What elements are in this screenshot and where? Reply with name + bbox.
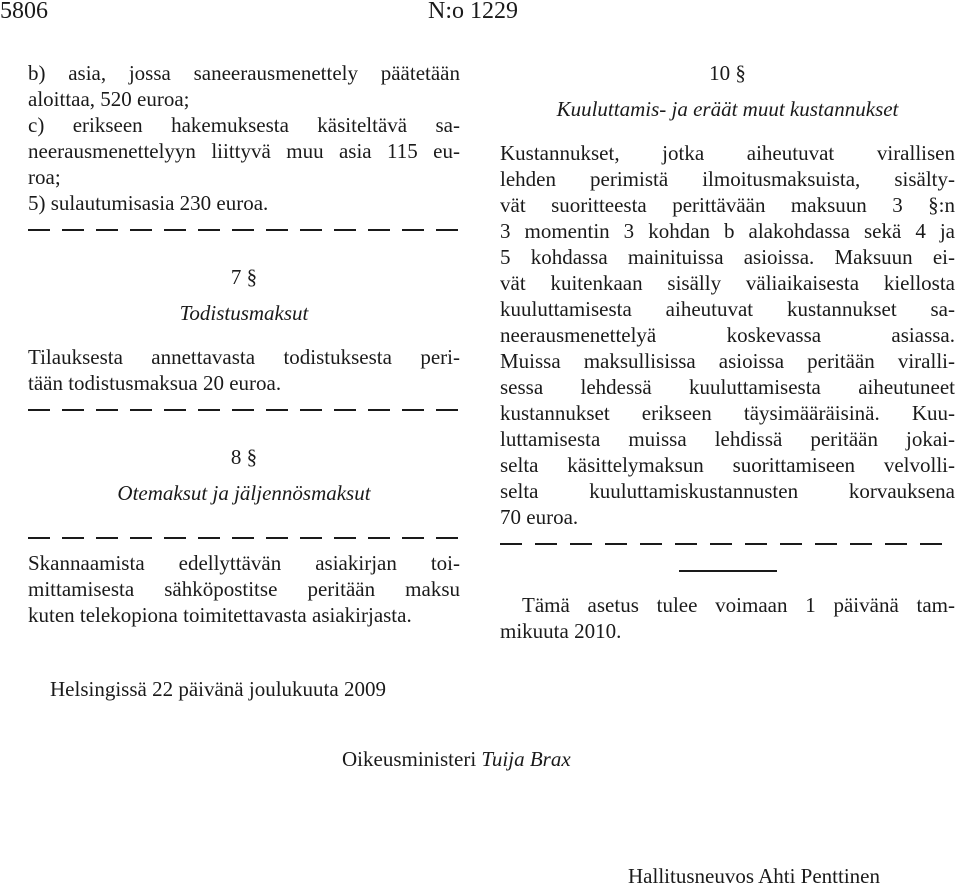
text-line: 3 momentin 3 kohdan b alakohdassa sekä 4 ja — [500, 219, 955, 243]
section-8-number: 8 § — [230, 445, 258, 469]
text-line: mittamisesta sähköpostitse peritään maksu — [28, 577, 460, 601]
left-column — [28, 60, 460, 628]
text-line: 5) sulautumisasia 230 euroa. — [28, 191, 269, 215]
section-7-title: Todistusmaksut — [179, 301, 309, 325]
text-line: mikuuta 2010. — [500, 618, 622, 643]
text-line: vät suoritteesta perittävään maksuun 3 §:n — [500, 193, 955, 217]
text-line: vät kuitenkaan sisälly väliaikaisesta kiellosta — [500, 271, 955, 295]
section-7-body — [28, 344, 460, 396]
omission-dashes — [28, 524, 460, 550]
section-7-number: 7 § — [230, 265, 258, 289]
text-line: sessa lehdessä kuuluttamisesta aiheutuneet — [500, 375, 955, 399]
text-line: b) asia, jossa saneerausmenettely päätetään — [28, 61, 460, 85]
text-line: Muissa maksullisissa asioissa peritään viralli- — [500, 349, 955, 373]
section-10-title: Kuuluttamis- ja eräät muut kustannukset — [556, 97, 899, 121]
closing-paragraph — [500, 592, 955, 644]
text-line: tään todistusmaksua 20 euroa. — [28, 371, 282, 395]
section-divider-rule — [679, 570, 777, 572]
right-column — [500, 60, 955, 644]
section-8-title: Otemaksut ja jäljennösmaksut — [117, 481, 371, 505]
text-line: Skannaamista edellyttävän asiakirjan toi- — [28, 551, 460, 575]
omission-dashes — [28, 396, 460, 422]
text-line: c) erikseen hakemuksesta käsiteltävä sa- — [28, 113, 460, 137]
text-line: kuuluttamisesta aiheutuvat kustannukset sa- — [500, 297, 955, 321]
text-line: Tilauksesta annettavasta todistuksesta peri- — [28, 345, 460, 369]
text-line: Kustannukset, jotka aiheutuvat virallisen — [500, 141, 955, 165]
section-10-number: 10 § — [709, 61, 746, 85]
text-line: Tämä asetus tulee voimaan 1 päivänä tam- — [522, 592, 955, 617]
text-line: roa; — [28, 165, 61, 189]
minister-name: Tuija Brax — [481, 747, 571, 771]
page-number: 5806 — [0, 0, 48, 24]
text-line: aloittaa, 520 euroa; — [28, 87, 190, 111]
text-line: neerausmenettelyä koskevassa asiassa. — [500, 323, 955, 347]
text-line: kuten telekopiona toimitettavasta asiakirjasta. — [28, 603, 412, 627]
text-line: luttamisesta muissa lehdissä peritään jokai- — [500, 427, 955, 451]
issue-number: N:o 1229 — [428, 0, 518, 24]
text-line: neerausmenettelyyn liittyvä muu asia 115 eu- — [28, 139, 460, 163]
text-line: kustannukset erikseen täysimääräisinä. Kuu- — [500, 401, 955, 425]
counsel-signature: Hallitusneuvos Ahti Penttinen — [628, 864, 880, 888]
place-and-date: Helsingissä 22 päivänä joulukuuta 2009 — [50, 677, 386, 701]
section-10-body — [500, 140, 955, 530]
text-line: 70 euroa. — [500, 505, 579, 529]
text-line: selta käsittelymaksun suorittamiseen velvolli- — [500, 453, 955, 477]
omission-dashes — [500, 530, 955, 556]
intro-paragraph — [28, 60, 460, 216]
text-line: 5 kohdassa mainituissa asioissa. Maksuun ei- — [500, 245, 955, 269]
minister-title: Oikeusministeri — [342, 747, 477, 771]
minister-signature — [342, 746, 571, 772]
section-8-body — [28, 550, 460, 628]
omission-dashes — [28, 216, 460, 242]
text-line: selta kuuluttamiskustannusten korvauksena — [500, 479, 955, 503]
text-line: lehden perimistä ilmoitusmaksuista, sisälty- — [500, 167, 955, 191]
